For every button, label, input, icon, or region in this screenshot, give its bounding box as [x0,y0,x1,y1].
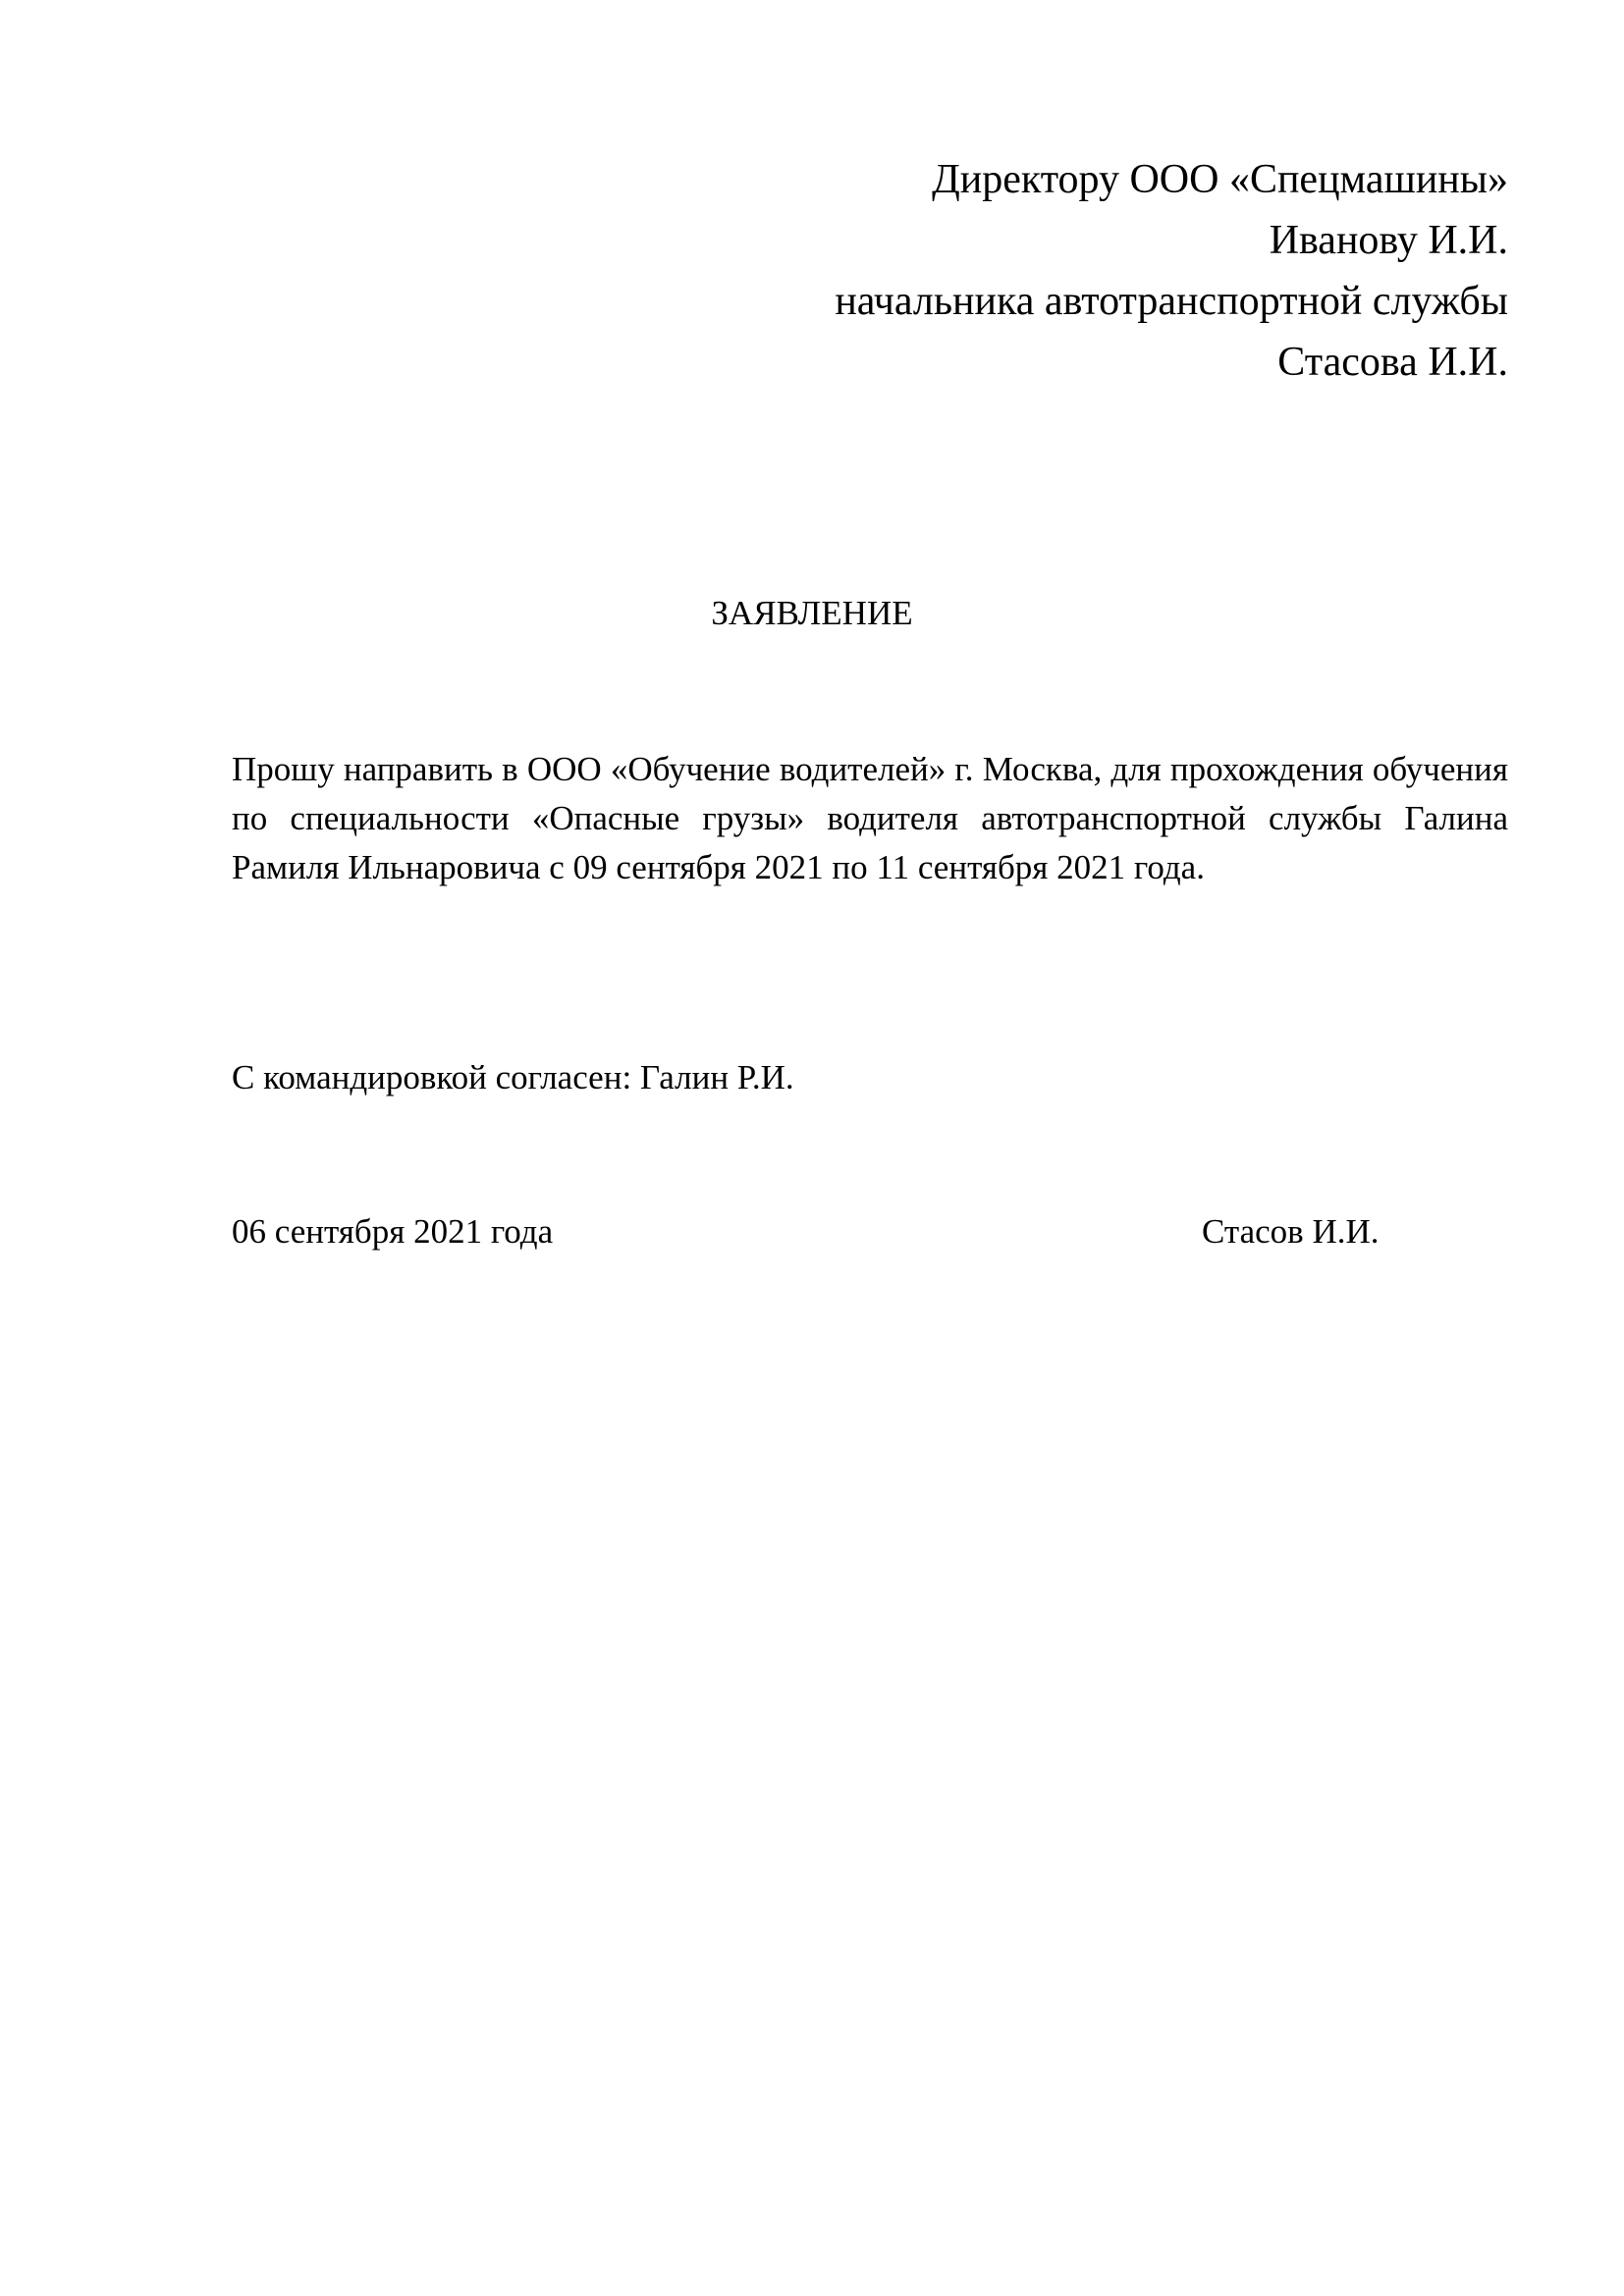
document-date: 06 сентября 2021 года [232,1212,554,1251]
sender-name: Стасова И.И. [1277,340,1508,385]
addressee-position: Директору ООО «Спецмашины» [932,157,1508,202]
addressee-block [835,149,1508,393]
signature-name: Стасов И.И. [1202,1212,1380,1251]
sender-position: начальника автотранспортной службы [835,279,1508,324]
application-text: Прошу направить в ООО «Обучение водителей» г. Москва, для прохождения обучения по специальности «Опасные грузы» водителя автотранспортной службы Галина Рамиля Ильнаровича с 09 сентября 2021 по 11 сентября 2021 года. [232,750,1508,886]
consent-line: С командировкой согласен: Галин Р.И. [232,1058,794,1096]
document-title: ЗАЯВЛЕНИЕ [711,594,913,632]
addressee-name: Иванову И.И. [1269,218,1508,263]
